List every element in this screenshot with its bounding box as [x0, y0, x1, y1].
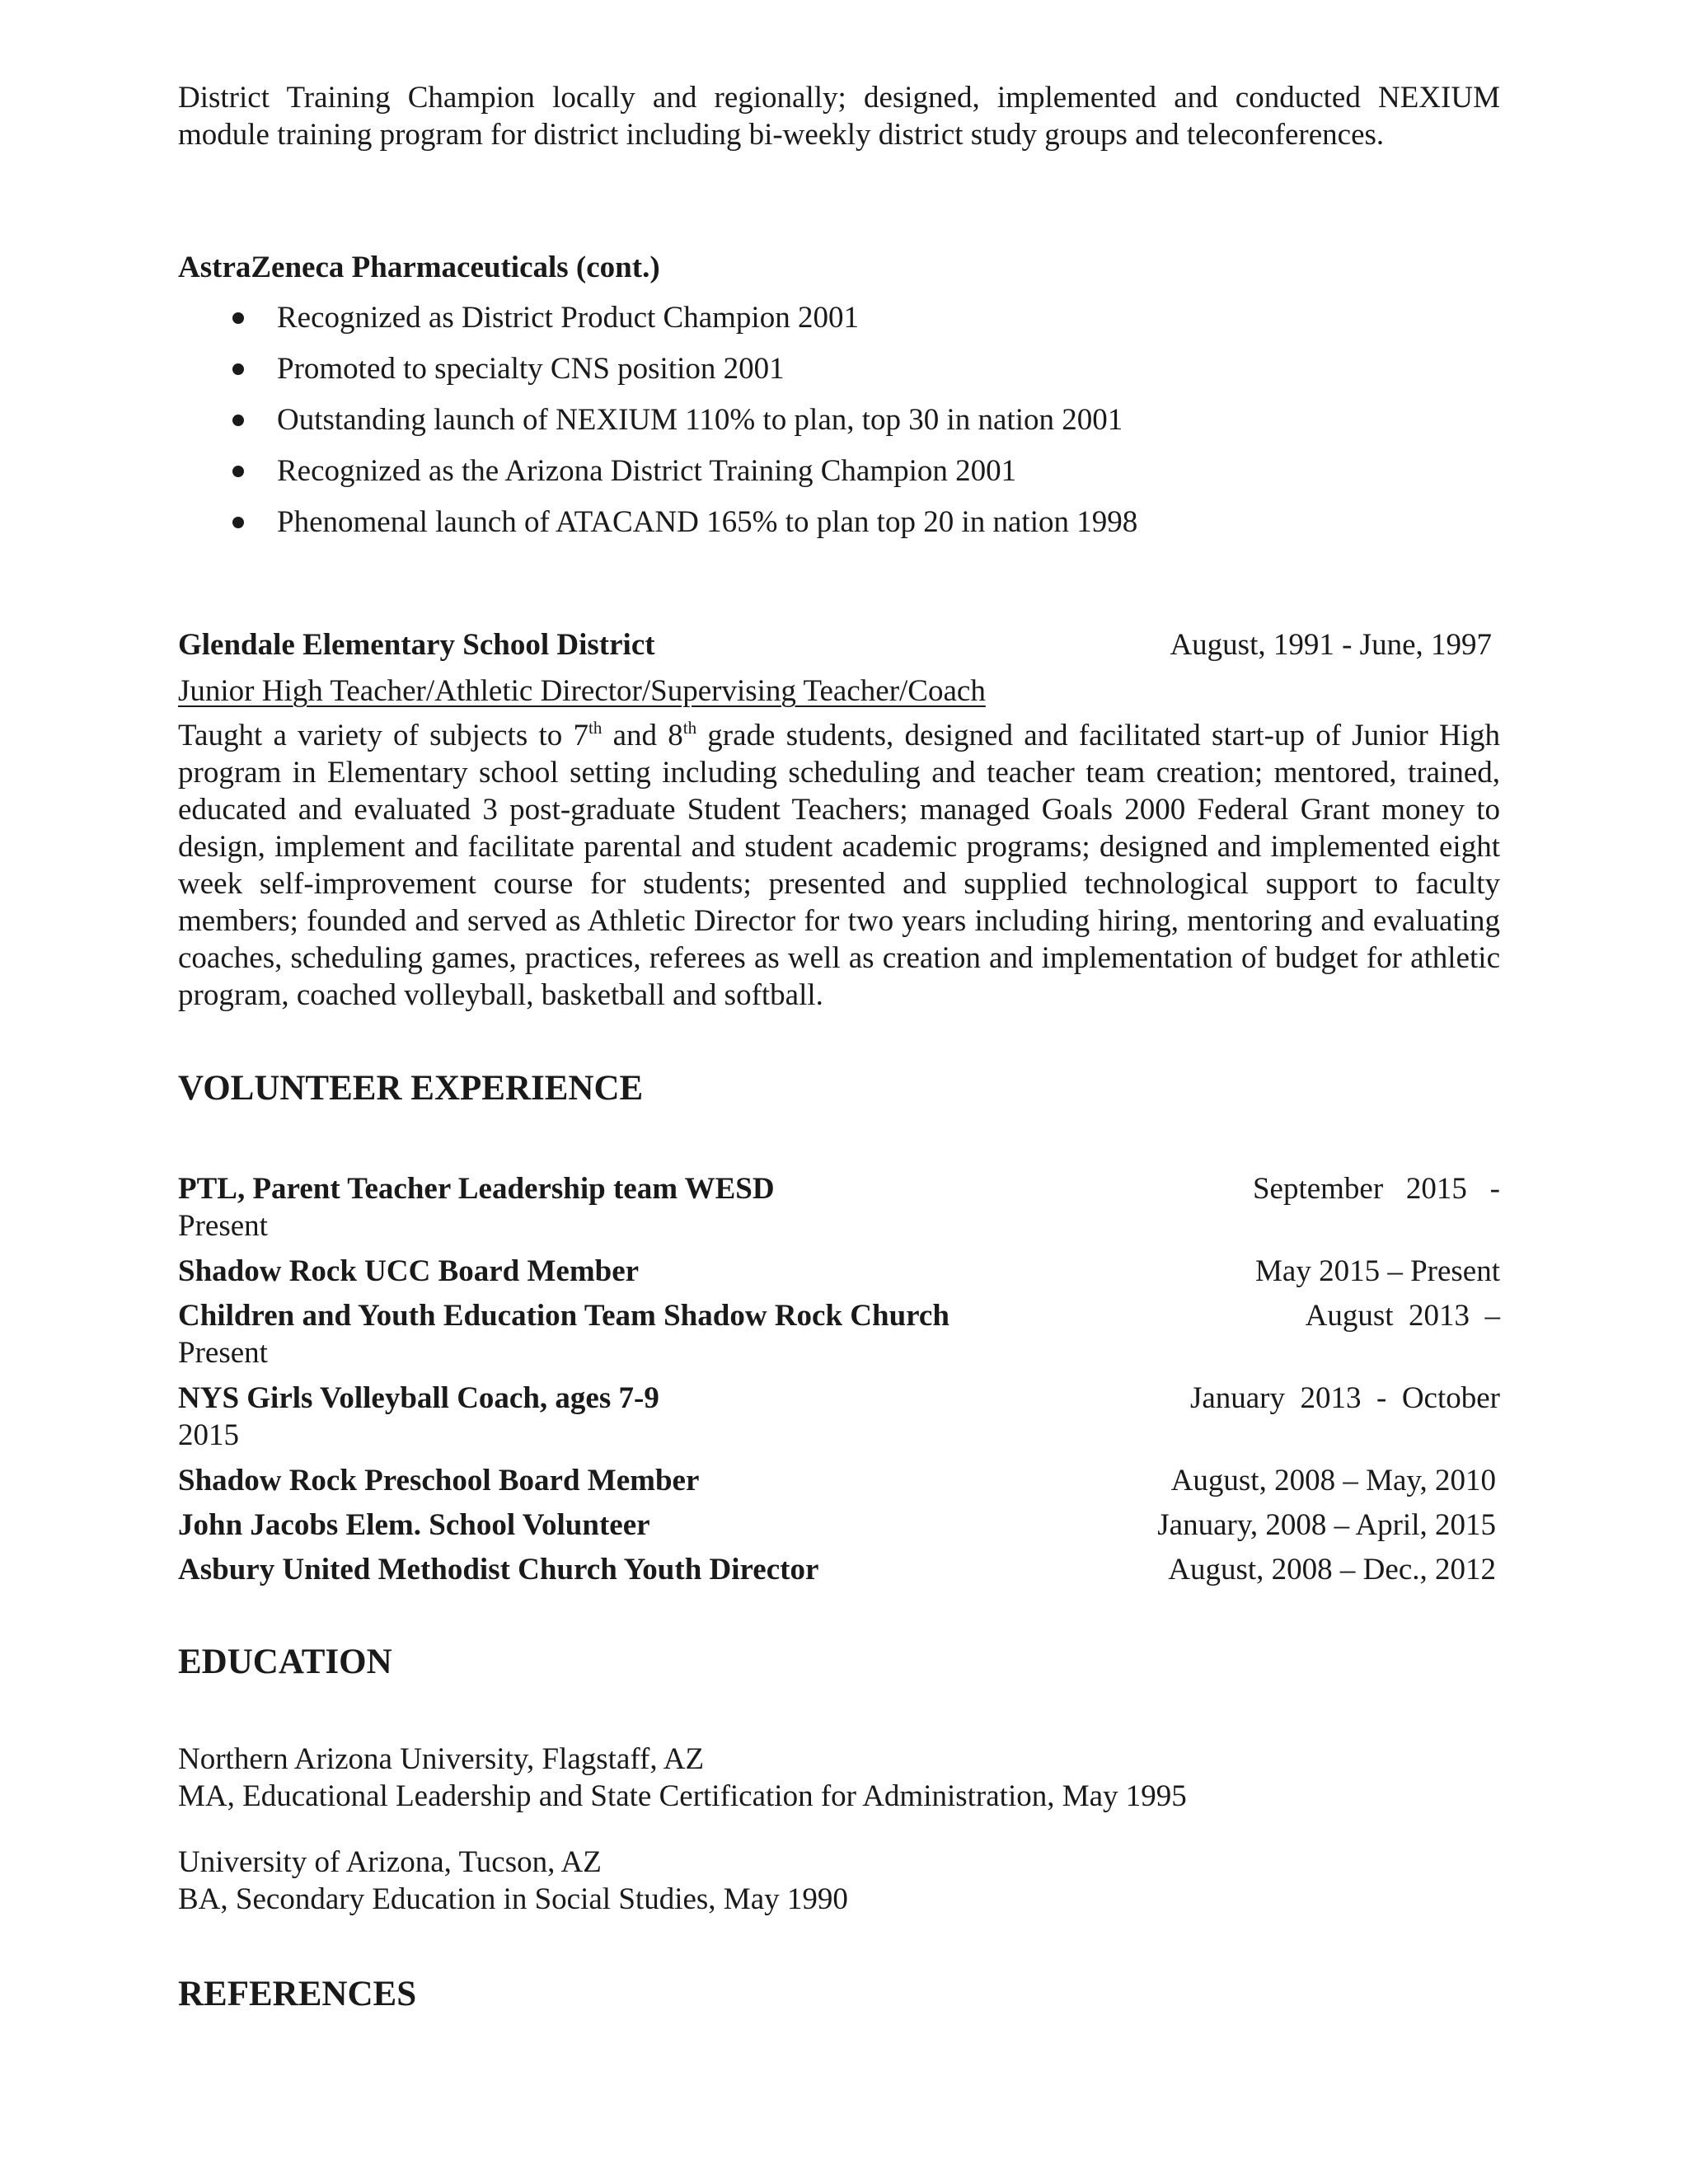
volunteer-org: Children and Youth Education Team Shadow Rock Church [178, 1299, 950, 1333]
astrazeneca-bullets [178, 293, 1137, 548]
references-section-title: REFERENCES [178, 1975, 417, 2013]
volunteer-section-title: VOLUNTEER EXPERIENCE [178, 1069, 644, 1108]
bullet-icon [232, 517, 244, 528]
volunteer-org: Shadow Rock Preschool Board Member [178, 1464, 700, 1497]
employment-dates: August, 1991 - June, 1997 [1170, 628, 1492, 662]
bullet-icon [232, 363, 244, 375]
education-school: Northern Arizona University, Flagstaff, AZ [178, 1742, 705, 1776]
volunteer-dates-cont: Present [178, 1209, 268, 1243]
bullet-icon [232, 466, 244, 477]
volunteer-dates: August 2013 – [1305, 1299, 1500, 1333]
volunteer-dates-cont: Present [178, 1336, 268, 1370]
bullet-icon [232, 415, 244, 426]
volunteer-dates: August, 2008 – May, 2010 [1170, 1464, 1496, 1497]
volunteer-dates-cont: 2015 [178, 1418, 239, 1452]
volunteer-org: PTL, Parent Teacher Leadership team WESD [178, 1172, 775, 1206]
job-description: Taught a variety of subjects to 7th and 8th grade students, designed and facilitated start-up of Junior High program in Elementary school setting including scheduling and teacher team creation; mentored, trained, educated and evaluated 3 post-graduate Student Teachers; managed Goals 2000 Federal Grant money to design, implement and facilitate parental and student academic programs; designed and implemented eight week self-improvement course for students; presented and supplied technological support to faculty members; founded and served as Athletic Director for two years including hiring, mentoring and evaluating coaches, scheduling games, practices, referees as well as creation and implementation of budget for athletic program, coached volleyball, basketball and softball. [178, 718, 1500, 1012]
list-item: Recognized as District Product Champion 2001 [178, 293, 1137, 344]
list-item: Promoted to specialty CNS position 2001 [178, 344, 1137, 395]
volunteer-org: NYS Girls Volleyball Coach, ages 7-9 [178, 1381, 659, 1415]
list-item: Outstanding launch of NEXIUM 110% to plan, top 30 in nation 2001 [178, 395, 1137, 446]
volunteer-dates: January 2013 - October [1189, 1381, 1500, 1415]
volunteer-org: Shadow Rock UCC Board Member [178, 1254, 640, 1288]
education-school: University of Arizona, Tucson, AZ [178, 1845, 602, 1879]
job-title: Junior High Teacher/Athletic Director/Supervising Teacher/Coach [178, 674, 986, 708]
list-item: Phenomenal launch of ATACAND 165% to plan top 20 in nation 1998 [178, 497, 1137, 548]
education-section-title: EDUCATION [178, 1643, 392, 1681]
astrazeneca-heading: AstraZeneca Pharmaceuticals (cont.) [178, 251, 660, 284]
intro-paragraph: District Training Champion locally and regionally; designed, implemented and conducted NEXIUM module training program for district including bi-weekly district study groups and teleconferences. [178, 81, 1500, 152]
education-degree: MA, Educational Leadership and State Certification for Administration, May 1995 [178, 1779, 1187, 1813]
volunteer-dates: May 2015 – Present [1255, 1254, 1500, 1288]
education-degree: BA, Secondary Education in Social Studies, May 1990 [178, 1882, 848, 1916]
volunteer-dates: September 2015 - [1252, 1172, 1500, 1206]
employer-name: Glendale Elementary School District [178, 628, 655, 662]
list-item: Recognized as the Arizona District Training Champion 2001 [178, 446, 1137, 497]
bullet-icon [232, 312, 244, 324]
volunteer-dates: August, 2008 – Dec., 2012 [1168, 1553, 1496, 1586]
volunteer-org: Asbury United Methodist Church Youth Director [178, 1553, 819, 1586]
volunteer-dates: January, 2008 – April, 2015 [1157, 1508, 1496, 1542]
volunteer-org: John Jacobs Elem. School Volunteer [178, 1508, 650, 1542]
